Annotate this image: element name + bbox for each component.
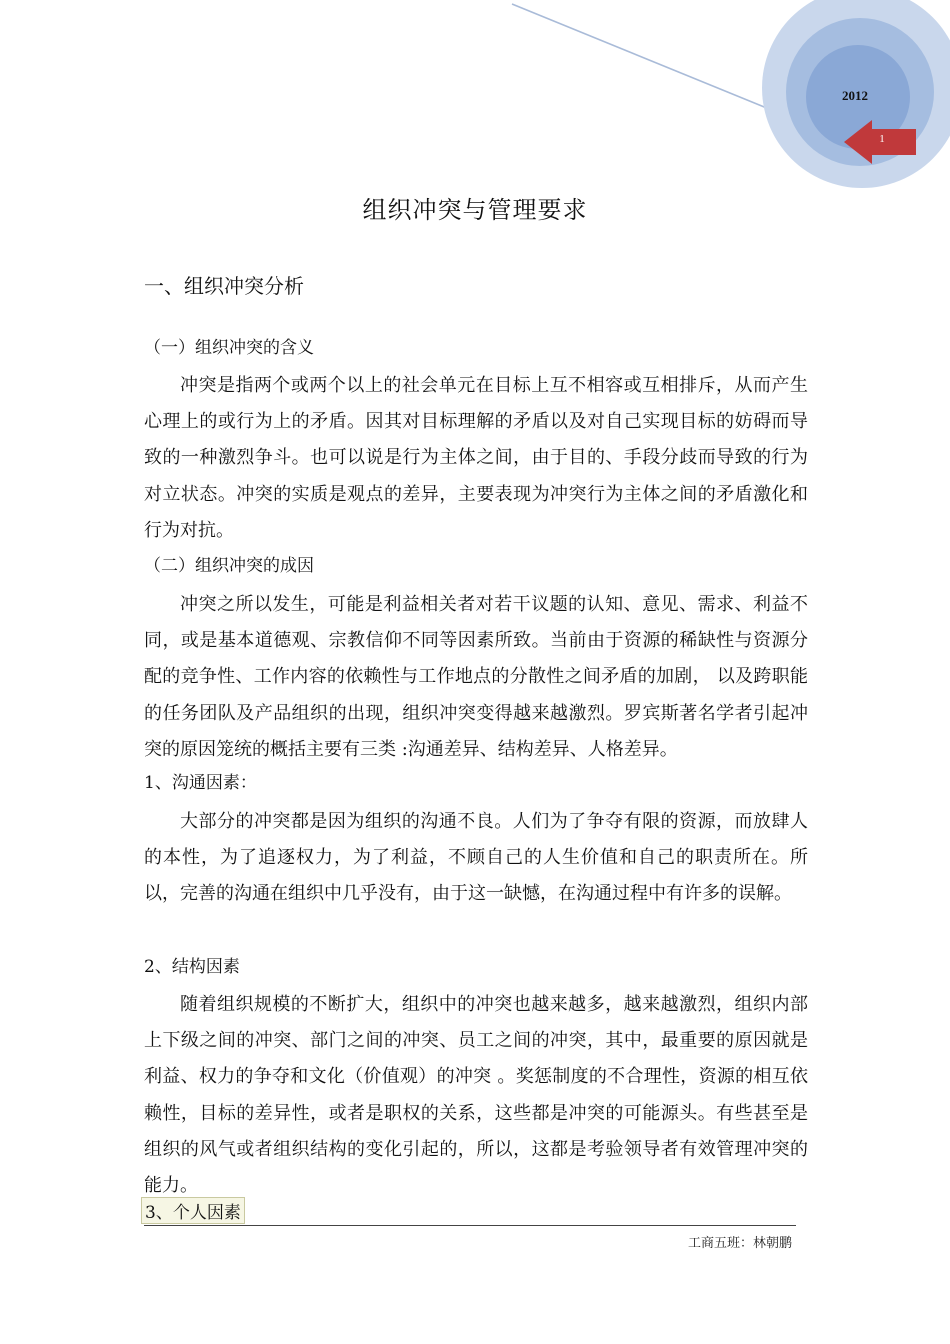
footer-author: 工商五班：林朝鹏 (687, 1236, 792, 1251)
paragraph-causes: 冲突之所以发生，可能是利益相关者对若干议题的认知、意见、需求、利益不同，或是基本道德观、宗教信仰不同等因素所致。当前由于资源的稀缺性与资源分配的竞争性、工作内容的依赖性与工作地点的分散性之间矛盾的加剧， 以及跨职能的任务团队及产品组织的出现，组织冲突变得越来越激烈。罗宾斯著名学者引起冲突的原因笼统的概括主要有三类 :沟通差异、结构差异、人格差异。 (144, 594, 808, 760)
header-year: 2012 (842, 88, 868, 103)
paragraph-communication: 大部分的冲突都是因为组织的沟通不良。人们为了争夺有限的资源，而放肆人的本性，为了追逐权力，为了利益，不顾自己的人生价值和自己的职责所在。所以，完善的沟通在组织中几乎没有，由于这一缺憾，在沟通过程中有许多的误解。 (144, 811, 808, 905)
factor-heading-communication: 1、沟通因素： (144, 773, 257, 793)
section-heading: 一、组织冲突分析 (144, 274, 304, 298)
document-title: 组织冲突与管理要求 (362, 196, 588, 224)
footer-rule (144, 1225, 796, 1226)
paragraph-meaning: 冲突是指两个或两个以上的社会单元在目标上互不相容或互相排斥，从而产生心理上的或行为上的矛盾。因其对目标理解的矛盾以及对自己实现目标的妨碍而导致的一种激烈争斗。也可以说是行为主体之间，由于目的、手段分歧而导致的行为对立状态。冲突的实质是观点的差异，主要表现为冲突行为主体之间的矛盾激化和行为对抗。 (144, 375, 808, 541)
paragraph-structure: 随着组织规模的不断扩大，组织中的冲突也越来越多，越来越激烈，组织内部上下级之间的冲突、部门之间的冲突、员工之间的冲突，其中，最重要的原因就是利益、权力的争夺和文化（价值观）的冲突 。奖惩制度的不合理性，资源的相互依赖性，目标的差异性，或者是职权的关系，这些都是冲突的可能源头。有些甚至是组织的风气或者组织结构的变化引起的，所以，这都是考验领导者有效管理冲突的能力。 (144, 994, 808, 1197)
header-decoration (0, 0, 950, 200)
factor-heading-personal: 3、个人因素 (141, 1197, 245, 1224)
subsection-heading-meaning: （一）组织冲突的含义 (144, 338, 314, 358)
factor-heading-structure: 2、结构因素 (144, 957, 240, 977)
subsection-heading-causes: （二）组织冲突的成因 (144, 556, 314, 576)
page-number: 1 (879, 133, 885, 145)
